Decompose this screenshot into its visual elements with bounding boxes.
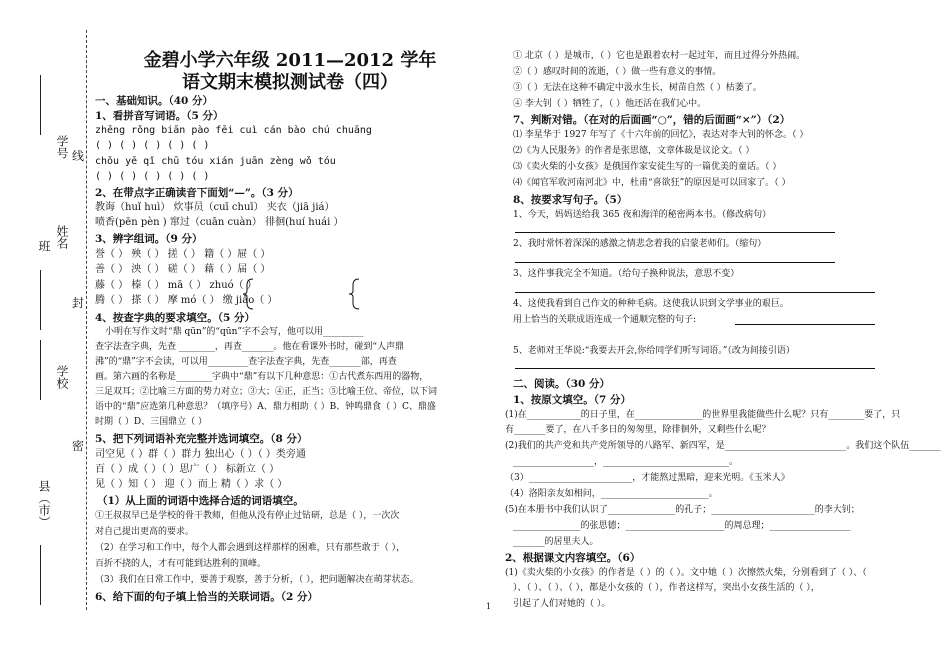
reading-q2-line-3: 引起了人们对她的（ ）。 bbox=[513, 599, 611, 609]
q6-sentence-1: ① 北京（ ）是城市，（ ）它也是跟着农村一起过年，而且过得分外热闹。 bbox=[513, 51, 806, 61]
reading-q2-line-1: (1)《卖火柴的小女孩》的作者是（ ）的（ ）。文中她（ ）次擦然火柴，分别看到了（ ）、（ bbox=[505, 568, 867, 578]
reading-q1-item-5b: _______________的张思德；______________________的周总理；__________________ bbox=[513, 521, 851, 531]
q8-item-4a: 4、这使我看到自己作文的种种毛病。这使我认识到文学事业的艰巨。 bbox=[513, 299, 789, 309]
q5-subheading: （1）从上面的词语中选择合适的词语填空。 bbox=[97, 495, 304, 507]
reading-q2-line-2: ）、（ ）、（ ）、（ ），都是小女孩的（ ），作者这样写，突出小女孩生活的（ ）， bbox=[513, 583, 820, 593]
binding-margin bbox=[0, 0, 95, 658]
county-line bbox=[40, 545, 41, 605]
reading-q1-item-3: （3）_______________________，才能熬过黑暗，迎来光明。《玉米人》 bbox=[505, 473, 790, 483]
q7-item-2: ⑵《为人民服务》的作者是张思德，文章体裁是议论文。（ ） bbox=[513, 146, 755, 156]
q2-heading: 2、在带点字正确读音下面划“—”。（3 分） bbox=[95, 187, 299, 199]
school-label: 学校 bbox=[55, 365, 69, 389]
q6-sentence-3: ③（ ）无法在这种不确定中汲水生长，树苗自然（ ）枯萎了。 bbox=[513, 83, 762, 93]
reading-q1-item-2b: __________________，____________________________。 bbox=[513, 457, 739, 467]
answer-brackets-row-2: ( ) ( ) ( ) ( ) ( ) bbox=[95, 171, 210, 182]
q5-sentence-3: （3）我们在日常工作中，要善于观察，善于分析，（ ），把问题解决在萌芽状态。 bbox=[95, 575, 419, 585]
q3-heading: 3、辨字组词。（9 分） bbox=[95, 233, 203, 245]
q5-sentence-2a: （2）在学习和工作中，每个人都会遇到这样那样的困难，只有那些敢于（ ）， bbox=[95, 543, 406, 553]
q8-answer-line-5[interactable] bbox=[515, 368, 875, 369]
seal-char-mi: 密 bbox=[72, 439, 85, 453]
q8-item-2: 2、我时常怀着深深的感激之情悲念着我的启蒙老师们。（缩句） bbox=[513, 239, 767, 249]
reading-q1-item-5c: _______的居里夫人。 bbox=[513, 537, 599, 547]
q5-sentence-1a: ①王叔叔早已是学校的骨干教师，但他从没有停止过钻研，总是（ ），一次次 bbox=[95, 511, 400, 521]
q7-item-4: ⑷《闻官军收河南河北》中，杜甫“喜欲狂”的原因是可以回家了。（ ） bbox=[513, 178, 791, 188]
q6-sentence-4: ④ 李大钊（ ）牺牲了，（ ）他还活在我们心中。 bbox=[513, 99, 707, 109]
q3-row-2: 善（ ） 泱（ ） 磋（ ） 藉（ ）届（ ） bbox=[95, 264, 271, 275]
answer-brackets-row-1: ( ) ( ) ( ) ( ) ( ) bbox=[95, 140, 210, 151]
seal-dashed-line bbox=[86, 30, 87, 610]
page-number: 1 bbox=[486, 602, 492, 611]
q2-row-2: 喷香(pēn pèn ) 窜过（cuān cuàn） 徘徊(huí huái ） bbox=[95, 217, 344, 228]
reading-q1-item-1a: (1)在____________的日子里，在_______________的世界里我能做些什么呢？只有________要了，只 bbox=[505, 410, 901, 420]
q3-row-3: 藤（ ） 榛（ ） mā（ ） zhuó（ ） bbox=[95, 280, 257, 291]
q8-item-4b: 用上恰当的关联成语连成一个通顺完整的句子: bbox=[513, 315, 697, 325]
q5-row-2: 百（ ）成（ ）（ ）思广（ ） 标新立（ ） bbox=[95, 464, 280, 475]
q6-heading: 6、给下面的句子填上恰当的关联词语。（2 分） bbox=[95, 591, 319, 603]
q8-item-3: 3、这件事我完全不知道。（给句子换种说法，意思不变） bbox=[513, 269, 740, 279]
q7-item-1: ⑴ 李星华于 1927 年写了《十六年前的回忆》，表达对李大钊的怀念。（ ） bbox=[513, 130, 809, 140]
q5-row-3: 见（ ）知（ ） 迎（ ）而上 精（ ）求（ ） bbox=[95, 479, 288, 490]
q6-sentence-2: ②（ ）感叹时间的流逝，（ ）做一些有意义的事情。 bbox=[513, 67, 722, 77]
student-number-line bbox=[40, 75, 41, 135]
reading-q1-heading: 1、按原文填空。（7 分） bbox=[513, 394, 632, 406]
school-line bbox=[40, 340, 41, 400]
exam-title-line1: 金碧小学六年级 2011—2012 学年 bbox=[143, 50, 437, 71]
q8-heading: 8、按要求写句子。（5） bbox=[513, 194, 628, 206]
seal-char-xian: 线 bbox=[72, 149, 85, 163]
brace-jiao bbox=[347, 277, 363, 311]
pinyin-row-1: zhēng rǒng biān pào fēi cuì cán bào chú chuāng bbox=[95, 125, 372, 136]
reading-q1-item-4: （4）洛阳亲友如相问，________________________。 bbox=[505, 489, 718, 499]
q7-heading: 7、判断对错。（在对的后面画“○”，错的后面画“×”）（2） bbox=[513, 114, 791, 126]
q3-row-1: 誉（ ） 殃（ ） 搓（ ） 籍（ ）屉（ ） bbox=[95, 249, 271, 260]
county-label: 县（市） bbox=[37, 480, 51, 528]
reading-q1-item-2a: (2)我们的共产党和共产党所领导的八路军、新四军，是___________________________。我们这个队伍_______ bbox=[505, 441, 941, 451]
q8-answer-line-3[interactable] bbox=[515, 292, 875, 293]
q4-para-6: 语中的“鼎”应选第几种意思？（填序号）A、鼎力相助（ ）B、钟鸣鼎食（ ）C、鼎盛 bbox=[95, 402, 436, 412]
q4-heading: 4、按查字典的要求填空。（5 分） bbox=[95, 312, 256, 324]
q8-item-5: 5、老师对王华说:“我要去开会,你给同学们听写词语。”（改为间接引语） bbox=[513, 346, 795, 356]
brace-mo bbox=[241, 277, 257, 311]
q4-para-7: 时期（ ）D、三国鼎立（ ） bbox=[95, 417, 207, 427]
exam-title-line2: 语文期末模拟测试卷（四） bbox=[182, 72, 398, 93]
q8-answer-line-1[interactable] bbox=[515, 232, 835, 233]
section-2-heading: 二、阅读。（30 分） bbox=[513, 378, 611, 390]
q7-item-3: ⑶《卖火柴的小女孩》是俄国作家安徒生写的一篇优美的童话。（ ） bbox=[513, 162, 782, 172]
q5-heading: 5、把下列词语补充完整并选词填空。（8 分） bbox=[95, 433, 308, 445]
name-label: 姓名 bbox=[55, 225, 69, 249]
q8-answer-line-2[interactable] bbox=[515, 262, 835, 263]
section-1-heading: 一、基础知识。（40 分） bbox=[95, 95, 214, 107]
reading-q1-item-1b: 有_______要了，在八千多日的匆匆里，除徘徊外，又剩些什么呢？ bbox=[505, 425, 771, 435]
q8-item-1: 1、今天，妈妈送给我 365 夜和海洋的秘密两本书。（修改病句） bbox=[513, 210, 772, 220]
q5-sentence-2b: 百折不挠的人，才有可能到达胜利的顶峰。 bbox=[95, 559, 267, 569]
q8-answer-line-4[interactable] bbox=[735, 324, 875, 325]
q5-row-1: 司空见（ ）群（ ）群力 独出心（ ）（ ）类旁通 bbox=[95, 449, 306, 460]
q3-row-4: 腾（ ） 搽（ ） 摩 mó（ ） 缴 jiǎo（ ） bbox=[95, 295, 278, 306]
class-label: 班 bbox=[37, 240, 51, 252]
q4-para-2: 查字法查字典，先查 ________，再查_______。他在看课外书时，碰到“人声鼎 bbox=[95, 342, 404, 352]
q2-row-1: 教诲（huǐ huì） 炊事员（cuī chuī） 夹衣（jiā jiá） bbox=[95, 202, 335, 213]
reading-q2-heading: 2、根据课文内容填空。（6） bbox=[505, 552, 641, 564]
q4-para-3: 沸”的“鼎”字不会读，可以用_________查字法查字典，先查_______部，再查 bbox=[95, 357, 397, 367]
q4-para-5: 三足双耳；②比喻三方面的势力对立；③大；④正，正当；⑤比喻王位、帝位，以下词 bbox=[95, 387, 438, 397]
q4-para-4: 画。第六画的名称是________字典中“鼎”有以下几种意思：①古代煮东西用的器物， bbox=[95, 372, 429, 382]
student-number-label: 学号 bbox=[55, 135, 69, 159]
seal-char-feng: 封 bbox=[72, 296, 85, 310]
reading-q1-item-5a: (5)在本册书中我们认识了_______________的孔子；_______________________的李大钊； bbox=[505, 505, 860, 515]
class-line bbox=[40, 270, 41, 330]
pinyin-row-2: chǒu yē qǐ chū tóu xián juān zèng wǒ tóu bbox=[95, 156, 336, 167]
q5-sentence-1b: 对自己提出更高的要求。 bbox=[95, 527, 195, 537]
q1-heading: 1、看拼音写词语。（5 分） bbox=[95, 110, 224, 122]
q4-para-1: 小明在写作文时“鼎 qūn”的“qūn”字不会写，他可以用_________ bbox=[105, 327, 364, 337]
